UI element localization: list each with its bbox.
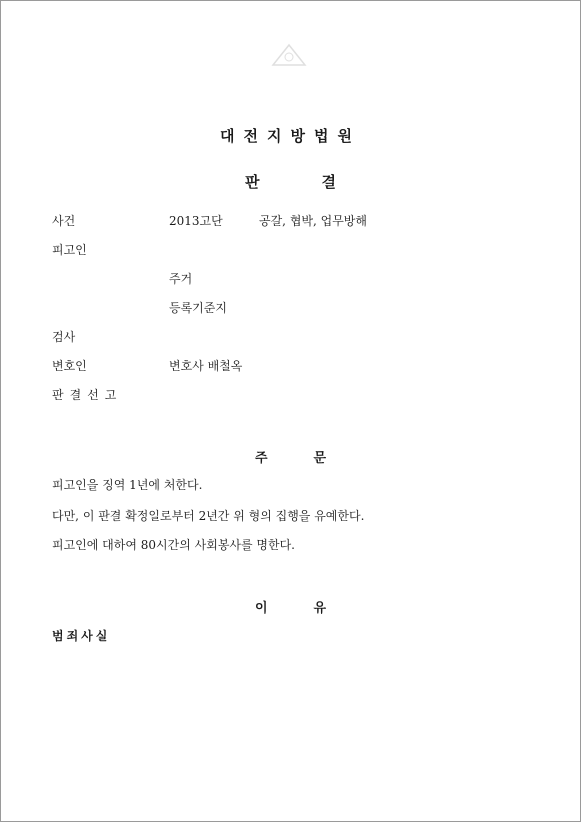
document-type-title bbox=[1, 171, 580, 192]
order-line-1: 피고인을 징역 1년에 처한다. bbox=[52, 478, 203, 492]
order-line-3: 피고인에 대하여 80시간의 사회봉사를 명한다. bbox=[52, 538, 295, 552]
case-label: 사건 bbox=[52, 214, 76, 228]
reasons-heading-right: 유 bbox=[313, 601, 327, 616]
registry-label: 등록기준지 bbox=[169, 301, 227, 315]
crime-facts-heading: 범죄사실 bbox=[52, 629, 111, 643]
defense-label: 변호인 bbox=[52, 359, 87, 373]
case-charge: 공갈, 협박, 업무방해 bbox=[259, 214, 367, 228]
prosecutor-label: 검사 bbox=[52, 330, 76, 344]
defendant-label: 피고인 bbox=[52, 243, 87, 257]
order-heading-right: 문 bbox=[313, 451, 327, 466]
order-line-2: 다만, 이 판결 확정일로부터 2년간 위 형의 집행을 유예한다. bbox=[52, 509, 365, 523]
order-heading bbox=[1, 447, 580, 466]
document-type-left: 판 bbox=[245, 173, 260, 191]
address-label: 주거 bbox=[169, 272, 193, 286]
sentencing-label: 판결선고 bbox=[52, 388, 123, 402]
case-number: 2013고단 bbox=[169, 214, 223, 228]
court-name: 대전지방법원 bbox=[220, 127, 361, 145]
order-heading-left: 주 bbox=[254, 451, 268, 466]
defense-attorney: 변호사 배철옥 bbox=[169, 359, 243, 373]
reasons-heading-left: 이 bbox=[254, 601, 268, 616]
court-seal-watermark bbox=[269, 41, 309, 69]
reasons-heading bbox=[1, 597, 580, 616]
document-type-right: 결 bbox=[321, 173, 336, 191]
